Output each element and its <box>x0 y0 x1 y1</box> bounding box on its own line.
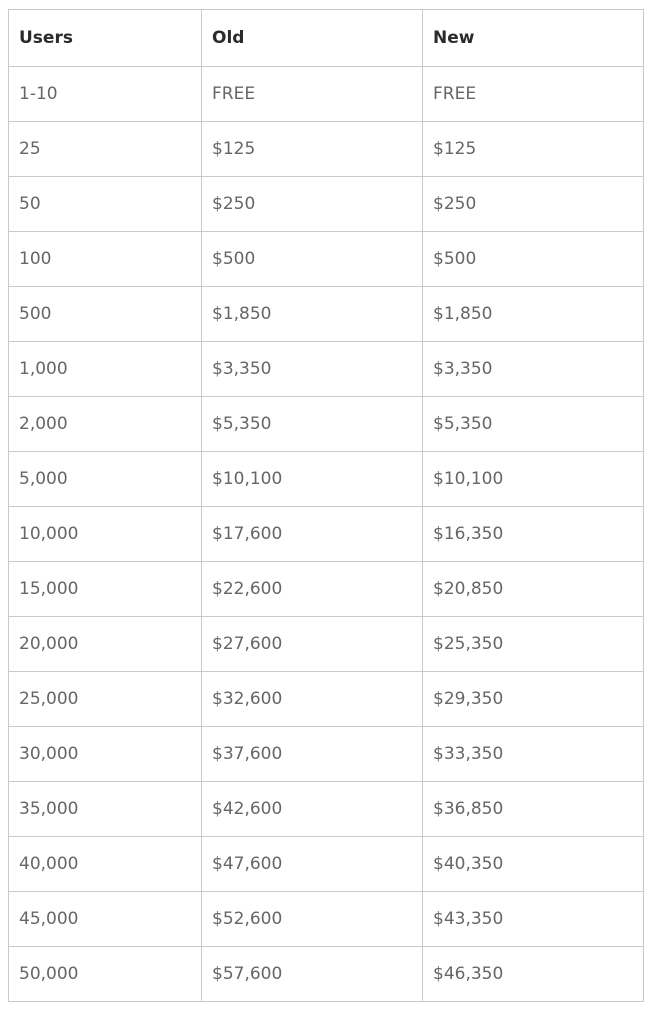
header-new: New <box>423 10 644 67</box>
table-row <box>9 342 644 397</box>
table-row <box>9 507 644 562</box>
cell-new-price: FREE <box>423 67 644 122</box>
cell-new-price: $125 <box>423 122 644 177</box>
cell-new-price: $33,350 <box>423 727 644 782</box>
cell-users: 40,000 <box>9 837 202 892</box>
cell-new-price: $20,850 <box>423 562 644 617</box>
cell-users: 100 <box>9 232 202 287</box>
cell-new-price: $500 <box>423 232 644 287</box>
table-row <box>9 122 644 177</box>
cell-new-price: $43,350 <box>423 892 644 947</box>
cell-users: 50,000 <box>9 947 202 1002</box>
cell-old-price: $10,100 <box>202 452 423 507</box>
table-body <box>9 67 644 1002</box>
table-row <box>9 562 644 617</box>
header-users: Users <box>9 10 202 67</box>
cell-users: 1,000 <box>9 342 202 397</box>
cell-new-price: $29,350 <box>423 672 644 727</box>
cell-old-price: $125 <box>202 122 423 177</box>
cell-users: 1-10 <box>9 67 202 122</box>
cell-old-price: $250 <box>202 177 423 232</box>
header-old: Old <box>202 10 423 67</box>
cell-users: 2,000 <box>9 397 202 452</box>
cell-old-price: $5,350 <box>202 397 423 452</box>
table-row <box>9 617 644 672</box>
cell-old-price: $1,850 <box>202 287 423 342</box>
table-row <box>9 782 644 837</box>
cell-old-price: $3,350 <box>202 342 423 397</box>
pricing-table <box>8 9 644 1002</box>
cell-old-price: $17,600 <box>202 507 423 562</box>
table-row <box>9 287 644 342</box>
cell-users: 25,000 <box>9 672 202 727</box>
cell-old-price: $27,600 <box>202 617 423 672</box>
cell-old-price: $22,600 <box>202 562 423 617</box>
table-row <box>9 177 644 232</box>
cell-new-price: $16,350 <box>423 507 644 562</box>
cell-users: 50 <box>9 177 202 232</box>
cell-new-price: $46,350 <box>423 947 644 1002</box>
cell-new-price: $25,350 <box>423 617 644 672</box>
cell-users: 45,000 <box>9 892 202 947</box>
cell-old-price: $57,600 <box>202 947 423 1002</box>
header-row <box>9 10 644 67</box>
cell-new-price: $5,350 <box>423 397 644 452</box>
cell-users: 25 <box>9 122 202 177</box>
table-row <box>9 67 644 122</box>
cell-users: 15,000 <box>9 562 202 617</box>
cell-new-price: $36,850 <box>423 782 644 837</box>
cell-users: 35,000 <box>9 782 202 837</box>
cell-users: 10,000 <box>9 507 202 562</box>
cell-new-price: $250 <box>423 177 644 232</box>
cell-users: 20,000 <box>9 617 202 672</box>
cell-new-price: $1,850 <box>423 287 644 342</box>
cell-new-price: $40,350 <box>423 837 644 892</box>
cell-new-price: $3,350 <box>423 342 644 397</box>
cell-users: 500 <box>9 287 202 342</box>
cell-old-price: $52,600 <box>202 892 423 947</box>
cell-old-price: $42,600 <box>202 782 423 837</box>
cell-old-price: $47,600 <box>202 837 423 892</box>
table-row <box>9 397 644 452</box>
table-row <box>9 232 644 287</box>
table-row <box>9 892 644 947</box>
cell-users: 30,000 <box>9 727 202 782</box>
cell-old-price: $500 <box>202 232 423 287</box>
table-header <box>9 10 644 67</box>
table-row <box>9 452 644 507</box>
table-row <box>9 672 644 727</box>
pricing-table-container <box>8 9 643 1002</box>
table-row <box>9 837 644 892</box>
cell-new-price: $10,100 <box>423 452 644 507</box>
cell-users: 5,000 <box>9 452 202 507</box>
cell-old-price: FREE <box>202 67 423 122</box>
cell-old-price: $32,600 <box>202 672 423 727</box>
cell-old-price: $37,600 <box>202 727 423 782</box>
table-row <box>9 947 644 1002</box>
table-row <box>9 727 644 782</box>
